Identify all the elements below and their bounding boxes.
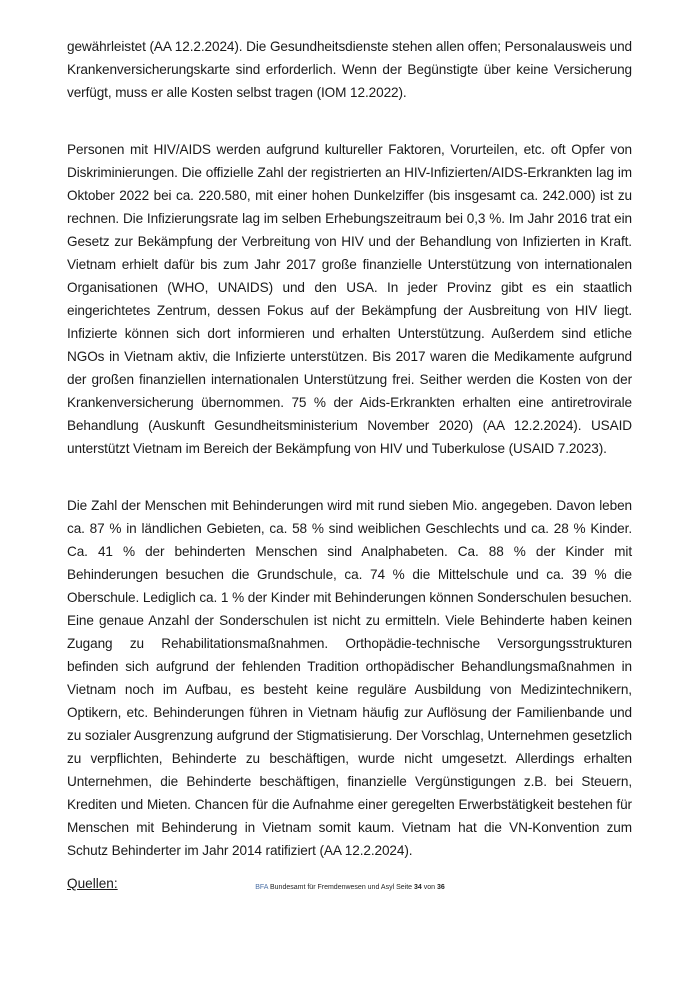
paragraph-spacer bbox=[67, 862, 632, 872]
page-footer bbox=[0, 884, 700, 891]
footer-page-total: 36 bbox=[437, 884, 445, 891]
footer-organization: Bundesamt für Fremdenwesen und Asyl bbox=[270, 884, 395, 891]
footer-abbreviation: BFA bbox=[255, 884, 269, 891]
footer-page-word: Seite bbox=[396, 884, 413, 891]
paragraph-spacer bbox=[67, 460, 632, 494]
document-body bbox=[67, 35, 632, 895]
paragraph-hiv-aids: Personen mit HIV/AIDS werden aufgrund kultureller Faktoren, Vorurteilen, etc. oft Opfer von Diskriminierungen. Die offizielle Zahl der registrierten an HIV-Infizierten/AIDS-Erkrankten lag im Oktober 2022 bei ca. 220.580, mit einer hohen Dunkelziffer (bis insgesamt ca. 242.000) ist zu rechnen. Die Infizierungsrate lag im selben Erhebungszeitraum bei 0,3 %. Im Jahr 2016 trat ein Gesetz zur Bekämpfung der Verbreitung von HIV und der Behandlung von Infizierten in Kraft. Vietnam erhielt dafür bis zum Jahr 2017 große finanzielle Unterstützung von internationalen Organisationen (WHO, UNAIDS) und den USA. In jeder Provinz gibt es ein staatlich eingerichtetes Zentrum, dessen Fokus auf der Bekämpfung der Ausbreitung von HIV liegt. Infizierte können sich dort informieren und erhalten Unterstützung. Außerdem sind etliche NGOs in Vietnam aktiv, die Infizierte unterstützen. Bis 2017 waren die Medikamente aufgrund der großen finanziellen internationalen Unterstützung frei. Seither werden die Kosten von der Krankenversicherung übernommen. 75 % der Aids-Erkrankten erhalten eine antiretrovirale Behandlung (Auskunft Gesundheitsministerium November 2020) (AA 12.2.2024). USAID unterstützt Vietnam im Bereich der Bekämpfung von HIV und Tuberkulose (USAID 7.2023). bbox=[67, 142, 632, 456]
sources-heading: Quellen: bbox=[67, 876, 118, 891]
footer-of-word: von bbox=[423, 884, 436, 891]
paragraph-disabilities: Die Zahl der Menschen mit Behinderungen wird mit rund sieben Mio. angegeben. Davon leben ca. 87 % in ländlichen Gebieten, ca. 58 % sind weiblichen Geschlechts und ca. 28 % Kinder. Ca. 41 % der behinderten Menschen sind Analphabeten. Ca. 88 % der Kinder mit Behinderungen besuchen die Grundschule, ca. 74 % die Mittelschule und ca. 39 % die Oberschule. Lediglich ca. 1 % der Kinder mit Behinderungen können Sonderschulen besuchen. Eine genaue Anzahl der Sonderschulen ist nicht zu ermitteln. Viele Behinderte haben keinen Zugang zu Rehabilitationsmaßnahmen. Orthopädie-technische Versorgungsstrukturen befinden sich aufgrund der fehlenden Tradition orthopädischer Behandlungsmaßnahmen in Vietnam noch im Aufbau, es besteht keine reguläre Ausbildung von Medizintechnikern, Optikern, etc. Behinderungen führen in Vietnam häufig zur Auflösung der Familienbande und zu sozialer Ausgrenzung aufgrund der Stigmatisierung. Der Vorschlag, Unternehmen gesetzlich zu verpflichten, Behinderte zu beschäftigen, wurde nicht umgesetzt. Allerdings erhalten Unternehmen, die Behinderte beschäftigen, finanzielle Vergünstigungen z.B. bei Steuern, Krediten und Mieten. Chancen für die Aufnahme einer geregelten Erwerbstätigkeit bestehen für Menschen mit Behinderung in Vietnam somit kaum. Vietnam hat die VN-Konvention zum Schutz Behinderter im Jahr 2014 ratifiziert (AA 12.2.2024). bbox=[67, 498, 632, 858]
paragraph-spacer bbox=[67, 104, 632, 138]
footer-page-current: 34 bbox=[414, 884, 422, 891]
paragraph-health-services: gewährleistet (AA 12.2.2024). Die Gesundheitsdienste stehen allen offen; Personalausweis und Krankenversicherungskarte sind erforderlich. Wenn der Begünstigte über keine Versicherung verfügt, muss er alle Kosten selbst tragen (IOM 12.2022). bbox=[67, 39, 632, 100]
